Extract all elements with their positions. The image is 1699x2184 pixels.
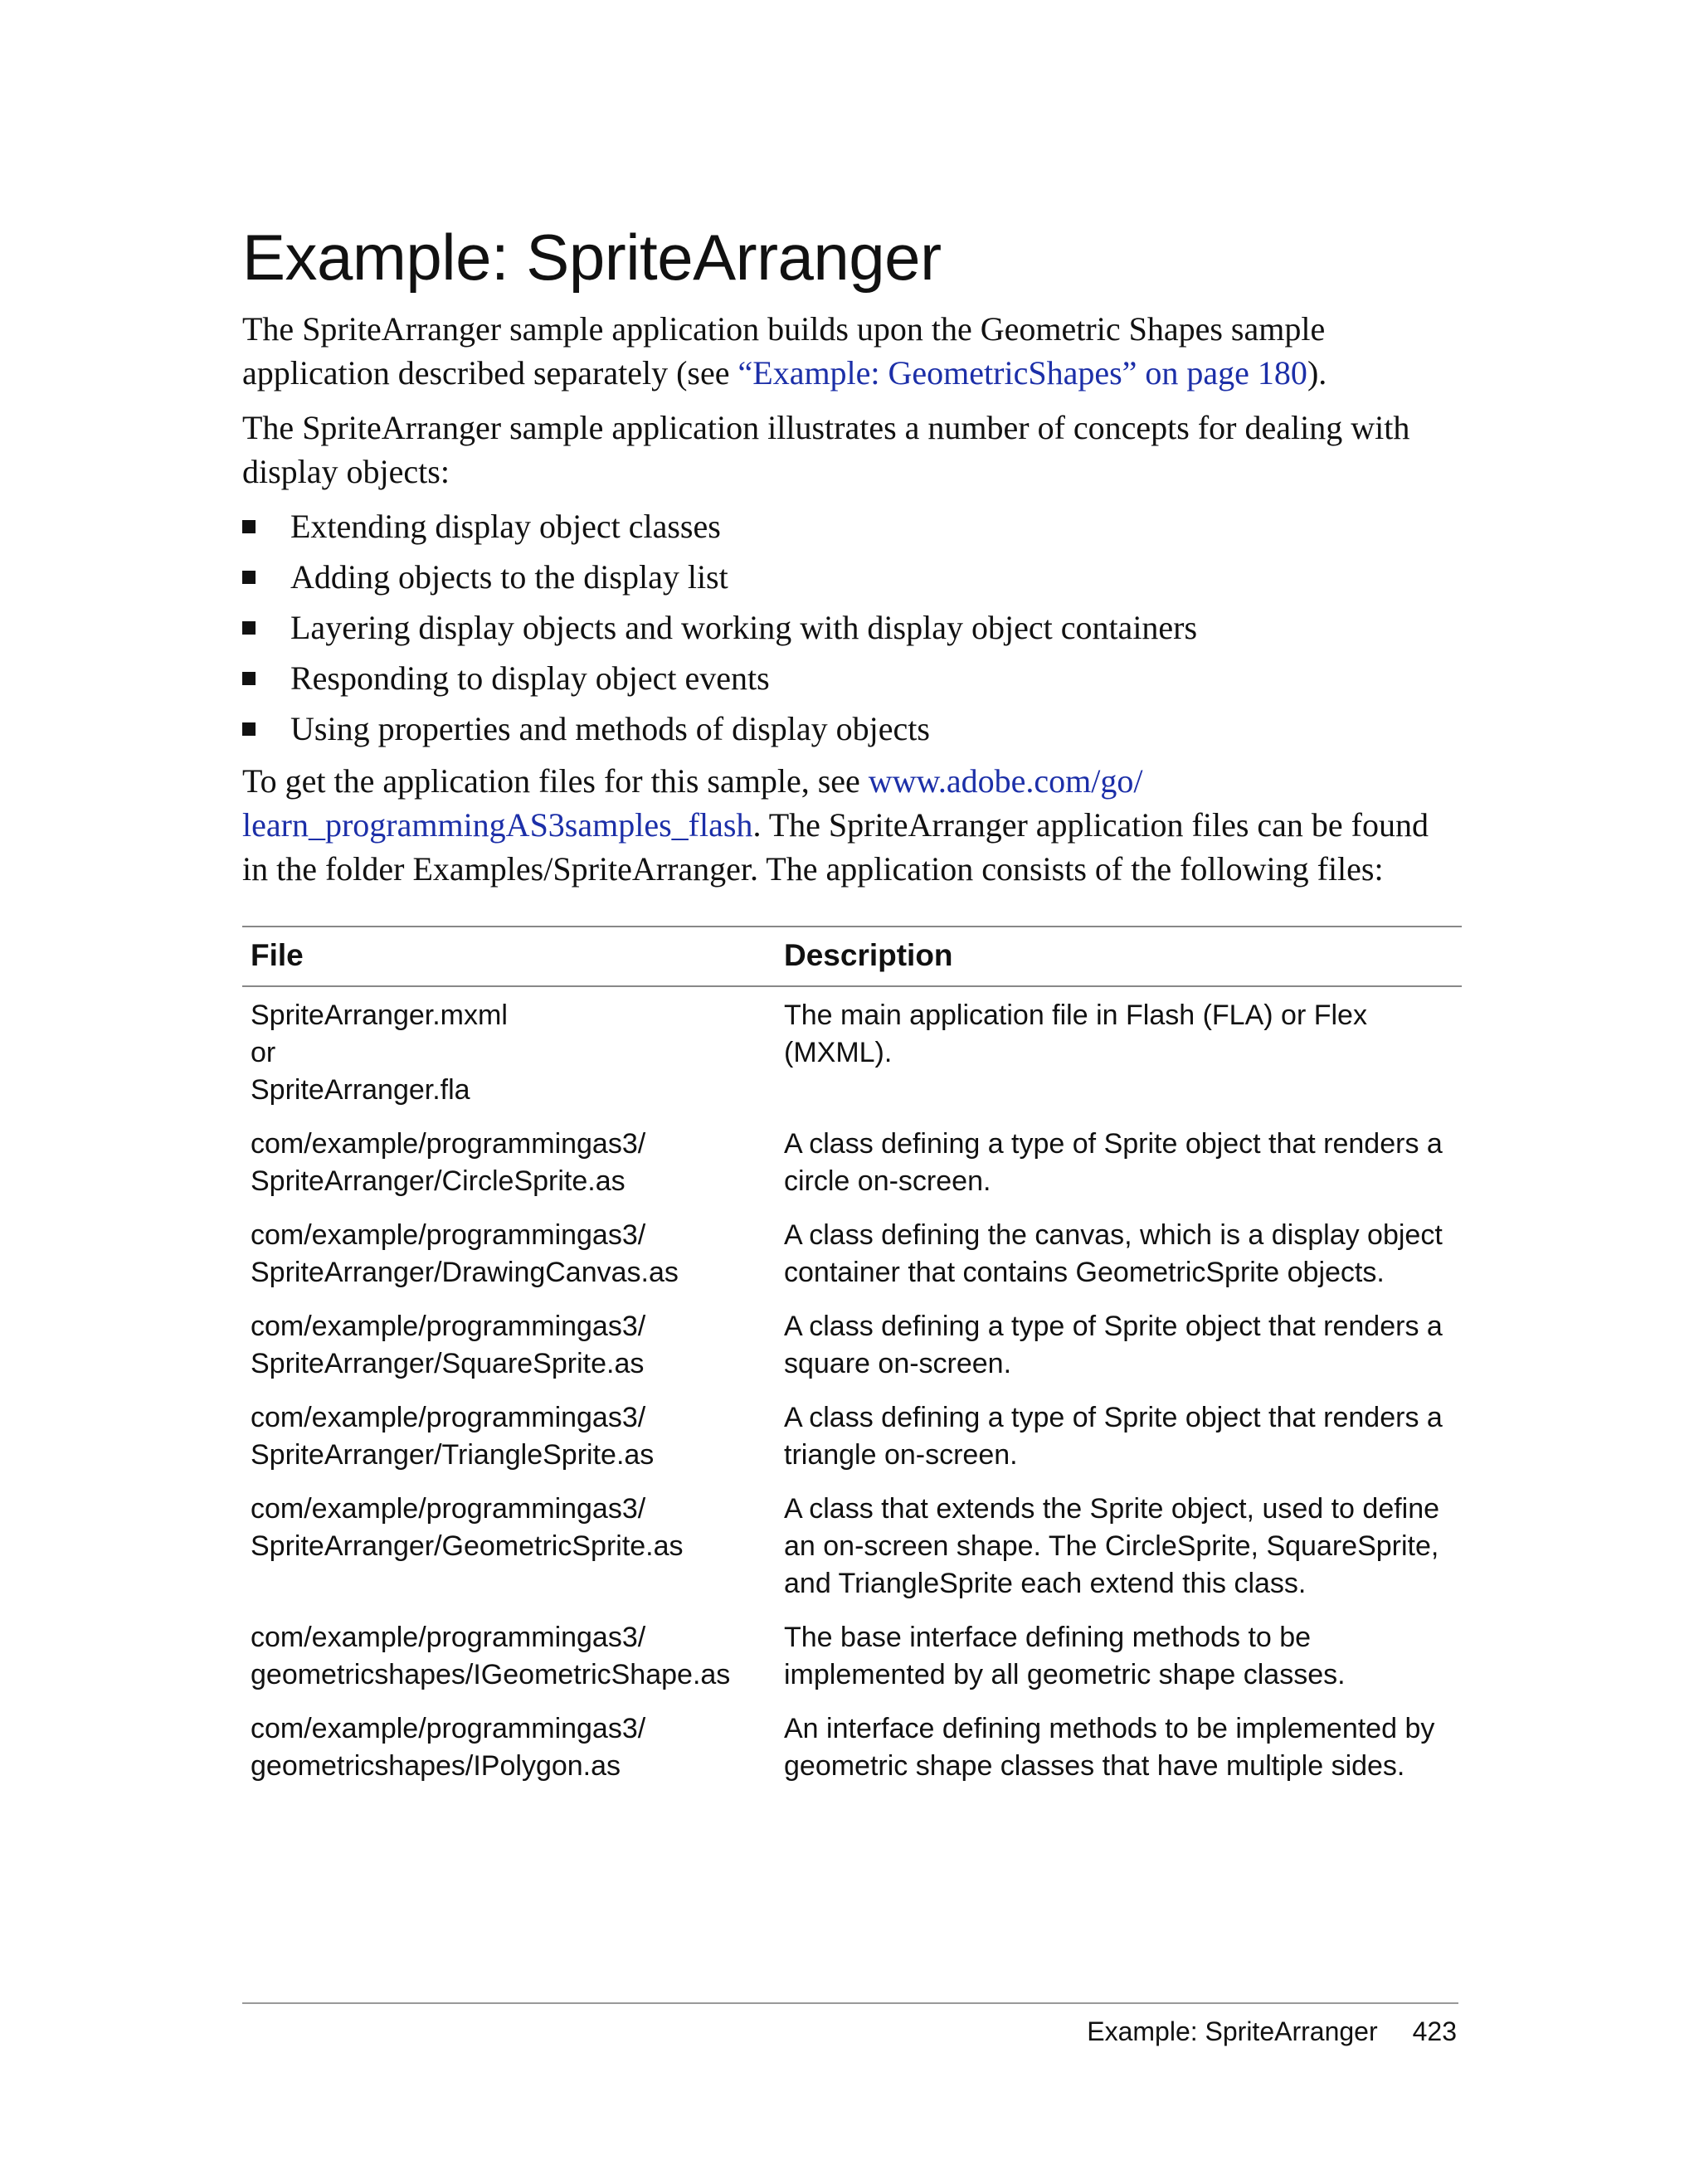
description-cell: A class defining the canvas, which is a display object container that contains GeometricSprite objects. bbox=[784, 1219, 1443, 1288]
geometricshapes-page-link[interactable]: “Example: GeometricShapes” on page 180 bbox=[738, 354, 1307, 392]
square-bullet-icon bbox=[242, 722, 256, 736]
square-bullet-icon bbox=[242, 571, 256, 584]
files-table bbox=[242, 926, 1462, 1793]
table-row bbox=[242, 1300, 1462, 1391]
concept-item-text: Adding objects to the display list bbox=[290, 558, 728, 596]
files-para-closing: . The SpriteArranger application files can be found in the folder Examples/SpriteArranger. The application consists of the following files: bbox=[242, 806, 1429, 888]
file-name-line: com/example/programmingas3/ bbox=[251, 1622, 646, 1653]
file-cell bbox=[242, 1209, 776, 1300]
description-cell: The main application file in Flash (FLA) or Flex (MXML). bbox=[784, 1000, 1367, 1068]
intro-1-text: The SpriteArranger sample application builds upon the Geometric Shapes sample application described separately (see bbox=[242, 310, 1326, 392]
page-number: 423 bbox=[1412, 2016, 1457, 2046]
file-cell bbox=[242, 1482, 776, 1611]
file-cell bbox=[242, 1702, 776, 1793]
file-name-line: geometricshapes/IPolygon.as bbox=[251, 1750, 621, 1782]
file-name-line: SpriteArranger/CircleSprite.as bbox=[251, 1165, 626, 1197]
table-row bbox=[242, 1391, 1462, 1482]
file-name-line: or bbox=[251, 1037, 276, 1068]
intro-paragraph-1 bbox=[242, 307, 1462, 395]
file-name-line: geometricshapes/IGeometricShape.as bbox=[251, 1659, 731, 1690]
concept-item-text: Extending display object classes bbox=[290, 508, 721, 545]
page-content bbox=[242, 217, 1462, 1782]
description-cell: A class defining a type of Sprite object that renders a circle on-screen. bbox=[784, 1128, 1443, 1197]
file-name-line: com/example/programmingas3/ bbox=[251, 1402, 646, 1433]
description-column-header: Description bbox=[776, 927, 1462, 986]
description-cell: An interface defining methods to be implemented by geometric shape classes that have multiple sides. bbox=[784, 1713, 1435, 1782]
concept-item bbox=[242, 707, 1462, 751]
file-name-line: com/example/programmingas3/ bbox=[251, 1713, 646, 1744]
table-row bbox=[242, 1117, 1462, 1209]
footer-section-title: Example: SpriteArranger bbox=[1087, 2016, 1378, 2046]
file-name-line: SpriteArranger.fla bbox=[251, 1074, 470, 1106]
description-cell: The base interface defining methods to be implemented by all geometric shape classes. bbox=[784, 1622, 1346, 1690]
file-name-line: SpriteArranger/SquareSprite.as bbox=[251, 1348, 645, 1379]
square-bullet-icon bbox=[242, 621, 256, 635]
concept-item bbox=[242, 504, 1462, 548]
file-name-line: com/example/programmingas3/ bbox=[251, 1128, 646, 1160]
concept-item-text: Layering display objects and working with display object containers bbox=[290, 609, 1198, 646]
description-cell: A class that extends the Sprite object, used to define an on-screen shape. The CircleSprite, SquareSprite, and TriangleSprite each extend this class. bbox=[784, 1493, 1440, 1599]
file-name-line: SpriteArranger/DrawingCanvas.as bbox=[251, 1257, 679, 1288]
file-cell bbox=[242, 1391, 776, 1482]
file-cell bbox=[242, 986, 776, 1117]
table-row bbox=[242, 1482, 1462, 1611]
intro-paragraph-2: The SpriteArranger sample application illustrates a number of concepts for dealing with display objects: bbox=[242, 409, 1410, 490]
table-header-row bbox=[242, 927, 1462, 986]
file-name-line: SpriteArranger/TriangleSprite.as bbox=[251, 1439, 655, 1471]
file-name-line: com/example/programmingas3/ bbox=[251, 1311, 646, 1342]
samples-link-line-2: learn_programmingAS3samples_flash bbox=[242, 806, 753, 844]
file-column-header: File bbox=[242, 927, 776, 986]
page-footer bbox=[1087, 2014, 1457, 2049]
intro-1-closing: ). bbox=[1307, 354, 1327, 392]
page-title: Example: SpriteArranger bbox=[242, 221, 942, 294]
file-name-line: SpriteArranger/GeometricSprite.as bbox=[251, 1530, 684, 1562]
file-cell bbox=[242, 1300, 776, 1391]
square-bullet-icon bbox=[242, 520, 256, 533]
concept-item bbox=[242, 656, 1462, 700]
file-name-line: SpriteArranger.mxml bbox=[251, 1000, 508, 1031]
description-cell: A class defining a type of Sprite object that renders a triangle on-screen. bbox=[784, 1402, 1443, 1471]
file-cell bbox=[242, 1117, 776, 1209]
concept-item-text: Using properties and methods of display objects bbox=[290, 710, 930, 747]
samples-link-line-1: www.adobe.com/go/ bbox=[868, 762, 1143, 800]
table-row bbox=[242, 1611, 1462, 1702]
table-row bbox=[242, 1209, 1462, 1300]
table-row bbox=[242, 1702, 1462, 1793]
files-paragraph bbox=[242, 759, 1462, 891]
concept-item bbox=[242, 555, 1462, 599]
description-cell: A class defining a type of Sprite object that renders a square on-screen. bbox=[784, 1311, 1443, 1379]
file-name-line: com/example/programmingas3/ bbox=[251, 1493, 646, 1525]
square-bullet-icon bbox=[242, 672, 256, 685]
footer-divider bbox=[242, 2002, 1458, 2004]
concept-item-text: Responding to display object events bbox=[290, 659, 770, 697]
concept-item bbox=[242, 606, 1462, 649]
files-para-text: To get the application files for this sample, see bbox=[242, 762, 869, 800]
file-name-line: com/example/programmingas3/ bbox=[251, 1219, 646, 1251]
concepts-list bbox=[242, 504, 1462, 751]
file-cell bbox=[242, 1611, 776, 1702]
table-row bbox=[242, 986, 1462, 1117]
